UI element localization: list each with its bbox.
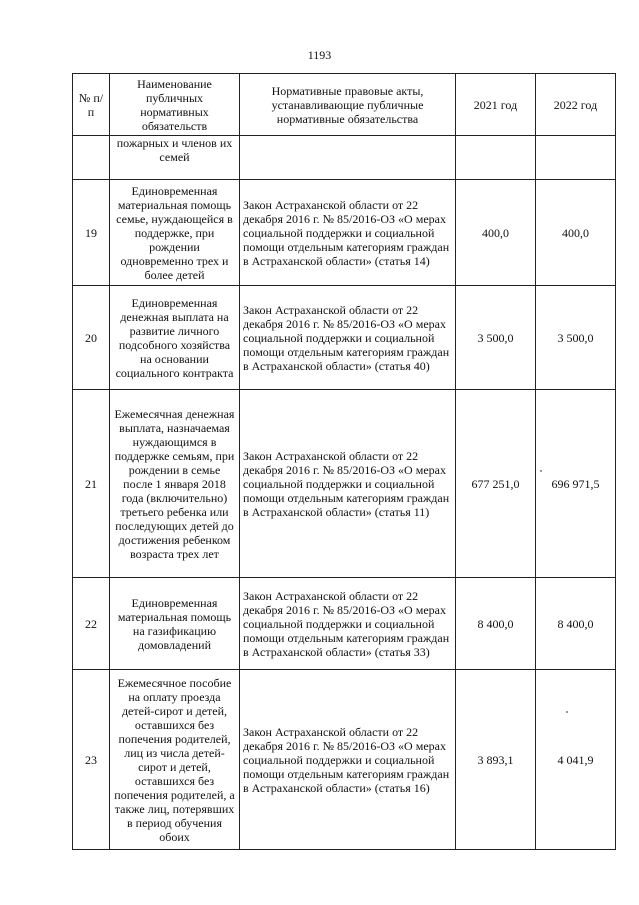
cell-act: Закон Астраханской области от 22 декабря 2016 г. № 85/2016-ОЗ «О мерах социальной поддержки и социальной помощи отдельным категориям граждан в Астраханской области» (статья 16) [240, 670, 456, 850]
cell-2021 [456, 136, 536, 180]
header-2022: 2022 год [536, 74, 616, 136]
cell-num: 19 [73, 180, 110, 286]
cell-2021: 3 893,1 [456, 670, 536, 850]
cell-2022: 8 400,0 [536, 578, 616, 670]
obligations-table [72, 73, 616, 850]
table-row-continuation [73, 136, 616, 180]
table-row [73, 578, 616, 670]
cell-2021: 3 500,0 [456, 286, 536, 390]
cell-name: пожарных и членов их семей [110, 136, 240, 180]
cell-name: Единовременная материальная помощь на газификацию домовладений [110, 578, 240, 670]
cell-2022: 400,0 [536, 180, 616, 286]
cell-2021: 8 400,0 [456, 578, 536, 670]
table-row [73, 390, 616, 578]
cell-name: Ежемесячная денежная выплата, назначаемая нуждающимся в поддержке семьям, при рождении в семье после 1 января 2018 года (включительно) третьего ребенка или последующих детей до достижения ребенком возраста трех лет [110, 390, 240, 578]
cell-name: Единовременная материальная помощь семье, нуждающейся в поддержке, при рождении одновременно трех и более детей [110, 180, 240, 286]
cell-name: Единовременная денежная выплата на развитие личного подсобного хозяйства на основании социального контракта [110, 286, 240, 390]
cell-2021: 677 251,0 [456, 390, 536, 578]
cell-name: Ежемесячное пособие на оплату проезда детей-сирот и детей, оставшихся без попечения родителей, лиц из числа детей-сирот и детей, оставшихся без попечения родителей, а также лиц, потерявших в период обучения обоих [110, 670, 240, 850]
header-2021: 2021 год [456, 74, 536, 136]
table-header-row [73, 74, 616, 136]
header-name: Наименование публичных нормативных обязательств [110, 74, 240, 136]
cell-num [73, 136, 110, 180]
cell-act: Закон Астраханской области от 22 декабря 2016 г. № 85/2016-ОЗ «О мерах социальной поддержки и социальной помощи отдельным категориям граждан в Астраханской области» (статья 33) [240, 578, 456, 670]
cell-2022 [536, 136, 616, 180]
cell-act: Закон Астраханской области от 22 декабря 2016 г. № 85/2016-ОЗ «О мерах социальной поддержки и социальной помощи отдельным категориям граждан в Астраханской области» (статья 40) [240, 286, 456, 390]
table-row [73, 180, 616, 286]
header-act: Нормативные правовые акты, устанавливающие публичные нормативные обязательства [240, 74, 456, 136]
cell-num: 20 [73, 286, 110, 390]
header-num: № п/п [73, 74, 110, 136]
page-number: 1193 [307, 48, 332, 62]
cell-act: Закон Астраханской области от 22 декабря 2016 г. № 85/2016-ОЗ «О мерах социальной поддержки и социальной помощи отдельным категориям граждан в Астраханской области» (статья 11) [240, 390, 456, 578]
cell-2021: 400,0 [456, 180, 536, 286]
scan-artifact [566, 711, 568, 713]
table-row [73, 286, 616, 390]
cell-act [240, 136, 456, 180]
cell-num: 23 [73, 670, 110, 850]
cell-act: Закон Астраханской области от 22 декабря 2016 г. № 85/2016-ОЗ «О мерах социальной поддержки и социальной помощи отдельным категориям граждан в Астраханской области» (статья 14) [240, 180, 456, 286]
cell-num: 21 [73, 390, 110, 578]
table-row [73, 670, 616, 850]
cell-2022: 696 971,5 [536, 390, 616, 578]
cell-2022: 4 041,9 [536, 670, 616, 850]
scan-artifact [540, 470, 542, 472]
cell-num: 22 [73, 578, 110, 670]
cell-2022: 3 500,0 [536, 286, 616, 390]
